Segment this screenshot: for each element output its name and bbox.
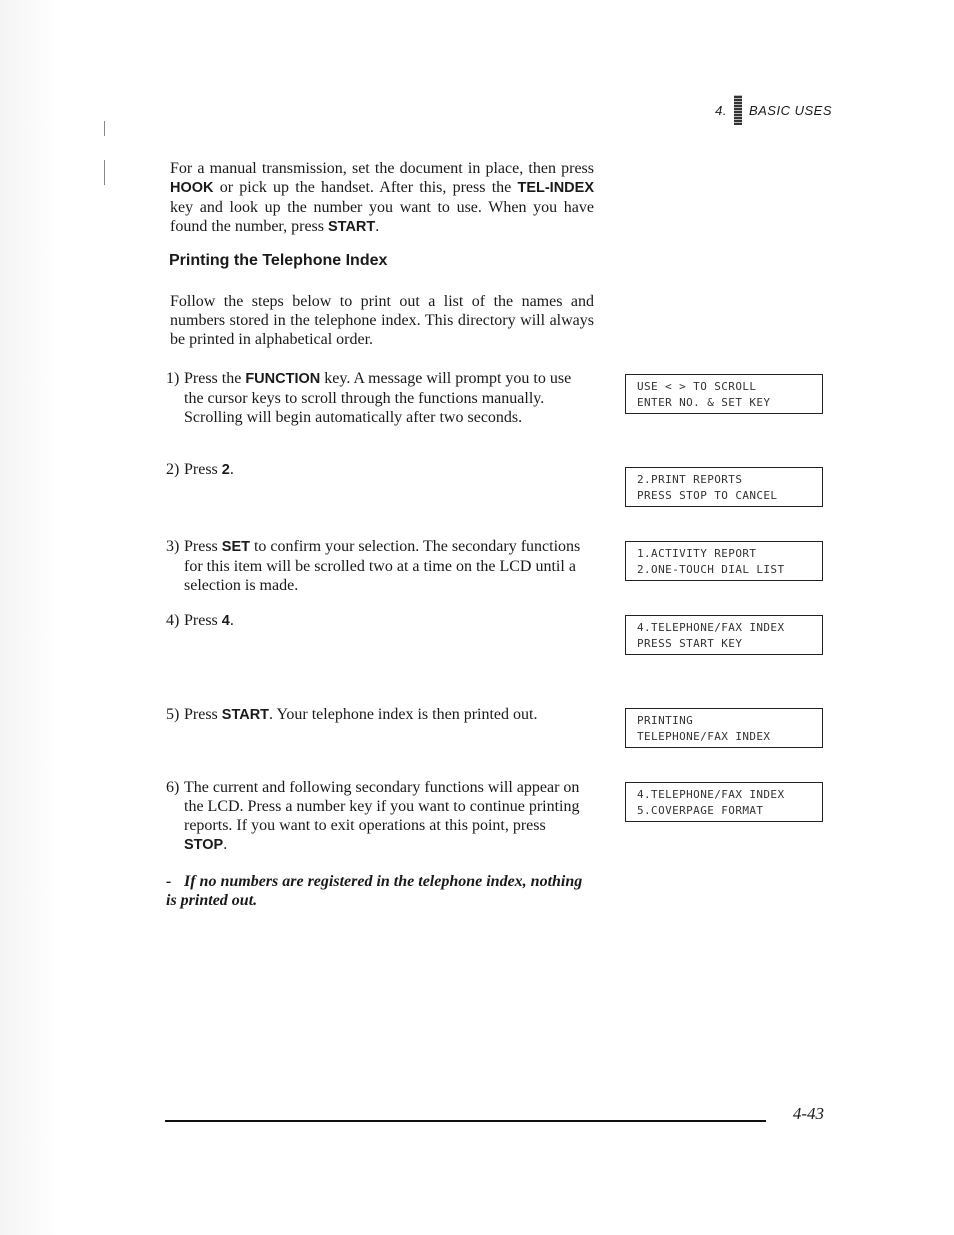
lcd-display: [625, 615, 823, 655]
chapter-title: BASIC USES: [748, 102, 832, 118]
step-number: 6): [166, 779, 180, 796]
intro-text: or pick up the handset. After this, press the: [213, 179, 518, 196]
lcd-display: [625, 782, 823, 822]
step-text: Press: [184, 461, 222, 478]
key-2: 2: [221, 462, 230, 478]
lcd-line-2: PRESS STOP TO CANCEL: [637, 489, 778, 502]
step-text: Press the: [184, 370, 246, 387]
step-3: [166, 537, 592, 595]
lcd-line-2: ENTER NO. & SET KEY: [637, 396, 771, 409]
lcd-line-2: TELEPHONE/FAX INDEX: [637, 730, 771, 743]
step-text: . Your telephone index is then printed out.: [269, 706, 538, 723]
step-text: .: [229, 612, 234, 629]
note-text: If no numbers are registered in the telephone index, nothing is printed out.: [166, 873, 583, 909]
step-text: to confirm your selection. The secondary functions for this item will be scrolled two at a time on the LCD until a selection is made.: [184, 538, 581, 594]
note: [166, 872, 592, 910]
stop-key: STOP: [184, 837, 224, 853]
section-paragraph: Follow the steps below to print out a list of the names and numbers stored in the telephone index. This directory will always be printed in alphabetical order.: [170, 293, 594, 348]
lcd-line-2: 2.ONE-TOUCH DIAL LIST: [637, 563, 785, 576]
running-header: [715, 95, 832, 125]
lcd-line-1: 2.PRINT REPORTS: [637, 473, 743, 486]
start-key: START: [328, 219, 376, 235]
intro-text: .: [375, 218, 380, 235]
step-number: 4): [166, 612, 180, 629]
step-text: The current and following secondary functions will appear on the LCD. Press a number key if you want to continue printing reports. If you want to exit operations at this point, press: [184, 779, 580, 834]
step-4: [166, 611, 592, 631]
step-5: [166, 705, 592, 725]
intro-text: For a manual transmission, set the document in place, then press: [170, 160, 594, 177]
lcd-line-1: 4.TELEPHONE/FAX INDEX: [637, 788, 785, 801]
tel-index-key: TEL-INDEX: [517, 180, 594, 196]
step-text: .: [223, 836, 228, 853]
lcd-display: [625, 541, 823, 581]
lcd-line-1: 1.ACTIVITY REPORT: [637, 547, 757, 560]
function-key: FUNCTION: [245, 371, 321, 387]
step-6: [166, 778, 592, 855]
step-text: .: [229, 461, 234, 478]
step-number: 5): [166, 706, 180, 723]
start-key: START: [221, 707, 270, 723]
intro-paragraph: [170, 159, 594, 237]
page-number: 4-43: [792, 1104, 824, 1123]
step-number: 3): [166, 538, 180, 555]
section-heading: Printing the Telephone Index: [169, 252, 388, 269]
step-text: Press: [184, 538, 222, 555]
hook-key: HOOK: [170, 180, 214, 196]
step-text: key. A message will prompt you to use the cursor keys to scroll through the functions manually. Scrolling will begin automatically after two seconds.: [184, 370, 572, 426]
lcd-line-1: USE < > TO SCROLL: [637, 380, 757, 393]
chapter-number: 4.: [715, 102, 727, 118]
margin-mark: [104, 121, 105, 136]
lcd-line-1: PRINTING: [637, 714, 694, 727]
lcd-display: [625, 374, 823, 414]
lcd-line-2: PRESS START KEY: [637, 637, 743, 650]
page-edge-shading: [0, 0, 60, 1235]
step-text: Press: [184, 612, 222, 629]
key-4: 4: [221, 613, 230, 629]
lcd-display: [625, 708, 823, 748]
footer-rule: [165, 1120, 766, 1122]
intro-text: key and look up the number you want to use. When you have found the number, press: [170, 199, 594, 235]
header-tab-graphic: [734, 95, 742, 125]
margin-mark: [104, 160, 105, 185]
step-number: 1): [166, 370, 180, 387]
note-dash: -: [166, 873, 172, 890]
step-1: [166, 369, 592, 427]
step-text: Press: [184, 706, 222, 723]
step-2: [166, 460, 592, 480]
lcd-line-1: 4.TELEPHONE/FAX INDEX: [637, 621, 785, 634]
step-number: 2): [166, 461, 180, 478]
lcd-display: [625, 467, 823, 507]
set-key: SET: [221, 539, 250, 555]
lcd-line-2: 5.COVERPAGE FORMAT: [637, 804, 764, 817]
